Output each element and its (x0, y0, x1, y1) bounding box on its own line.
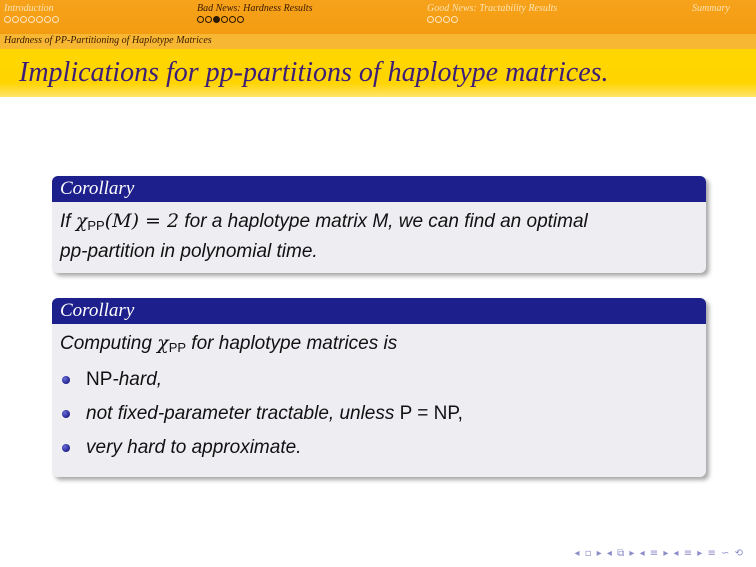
text-fragment: not fixed-parameter tractable, unless (86, 403, 400, 424)
nav-dot[interactable] (443, 16, 450, 23)
nav-dot[interactable] (20, 16, 27, 23)
block-title: Corollary (52, 176, 706, 202)
text-fragment: -hard, (112, 369, 163, 390)
nav-dot[interactable] (427, 16, 434, 23)
text-fragment: for haplotype matrices is (186, 333, 398, 354)
corollary-2-intro (60, 330, 698, 361)
nav-dot[interactable] (237, 16, 244, 23)
nav-dot[interactable] (197, 16, 204, 23)
bullet-icon (62, 444, 70, 452)
block-title: Corollary (52, 298, 706, 324)
nav-dot[interactable] (36, 16, 43, 23)
corollary-1-line-2: pp-partition in polynomial time. (60, 241, 318, 262)
text-fragment: Computing (60, 333, 158, 354)
nav-dot[interactable] (435, 16, 442, 23)
beamer-navigation-icons[interactable]: ◂ ▫ ▸ ◂ ⧉ ▸ ◂ ≡ ▸ ◂ ≡ ▸ ≡ ∽ ⟲ (574, 548, 744, 559)
section-navigation-bar (0, 0, 756, 34)
frame-title-bar (0, 49, 756, 97)
nav-dots-bad-news (197, 16, 244, 24)
nav-dot[interactable] (4, 16, 11, 23)
nav-dot[interactable] (44, 16, 51, 23)
nav-dot-current[interactable] (213, 16, 220, 23)
corollary-block-1 (52, 176, 706, 273)
text-fragment: P = NP, (399, 403, 463, 424)
list-item (86, 367, 698, 393)
math-expression: (M) = 2 (104, 210, 180, 232)
nav-dot[interactable] (12, 16, 19, 23)
bullet-icon (62, 376, 70, 384)
subsection-title[interactable]: Hardness of PP-Partitioning of Haplotype Matrices (4, 35, 212, 46)
corollary-2-list (60, 367, 698, 461)
nav-dot[interactable] (229, 16, 236, 23)
subscript-pp: PP (87, 218, 105, 233)
nav-section-summary[interactable]: Summary (692, 3, 730, 14)
nav-dot[interactable] (52, 16, 59, 23)
text-fragment: for a haplotype matrix M, we can find an optimal (179, 211, 588, 232)
corollary-1-line-1 (60, 208, 698, 239)
chi-symbol: χ (157, 332, 169, 354)
nav-section-introduction[interactable]: Introduction (4, 3, 54, 14)
list-item (86, 401, 698, 427)
list-item (86, 435, 698, 461)
nav-dots-good-news (427, 16, 458, 24)
corollary-block-2 (52, 298, 706, 477)
nav-section-good-news[interactable]: Good News: Tractability Results (427, 3, 558, 14)
bullet-icon (62, 410, 70, 418)
frame-title: Implications for pp-partitions of haplotype matrices. (19, 57, 609, 88)
nav-dot[interactable] (28, 16, 35, 23)
text-fragment: If (60, 211, 76, 232)
text-fragment: NP (86, 369, 113, 390)
chi-symbol: χ (75, 210, 88, 232)
nav-dots-introduction (4, 16, 59, 24)
nav-dot[interactable] (451, 16, 458, 23)
block-body (52, 202, 706, 273)
block-body (52, 324, 706, 477)
subscript-pp: PP (168, 340, 187, 355)
subsection-bar (0, 34, 756, 49)
text-fragment: very hard to approximate. (86, 437, 302, 458)
nav-section-bad-news[interactable]: Bad News: Hardness Results (197, 3, 313, 14)
nav-dot[interactable] (221, 16, 228, 23)
nav-dot[interactable] (205, 16, 212, 23)
